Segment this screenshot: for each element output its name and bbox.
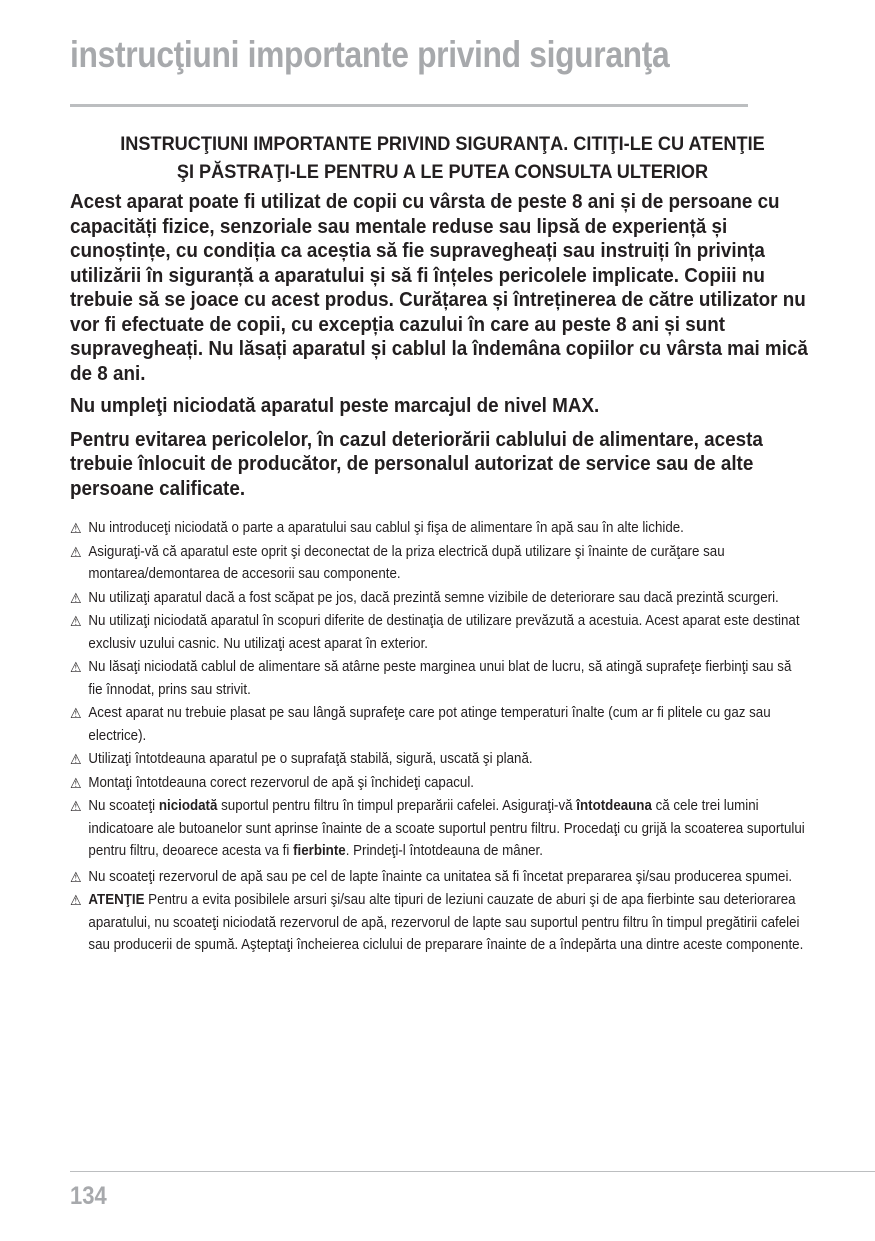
warning-triangle-icon: ⚠: [70, 892, 82, 908]
warning-triangle-icon: ⚠: [70, 705, 82, 721]
warning-triangle-icon: ⚠: [70, 613, 82, 629]
warning-item: [70, 656, 806, 701]
warning-text: Asiguraţi-vă că aparatul este oprit şi deconectat de la priza electrică după utilizare şi înainte de curăţare sau montarea/demontarea de accesorii sau componente.: [88, 543, 725, 582]
warning-item: [70, 587, 806, 610]
warning-triangle-icon: ⚠: [70, 774, 82, 791]
warning-text-part: suportul pentru filtru în timpul preparării cafelei. Asiguraţi-vă: [217, 798, 577, 814]
safety-heading: [96, 130, 789, 186]
warning-text: [88, 892, 803, 953]
warning-triangle-icon: ⚠: [70, 659, 82, 675]
page-number: 134: [70, 1182, 107, 1210]
warning-text: Nu utilizaţi niciodată aparatul în scopuri diferite de destinaţia de utilizare prevăzută a acestuia. Acest aparat este destinat exclusiv uzului casnic. Nu utilizaţi acest aparat în exterior.: [88, 613, 800, 652]
warning-text: Nu introduceţi niciodată o parte a aparatului sau cablul şi fişa de alimentare în apă sau în alte lichide.: [88, 520, 684, 536]
footer-divider: [70, 1171, 875, 1172]
warning-item: [70, 866, 806, 889]
safety-heading-line-2: ŞI PĂSTRAŢI-LE PENTRU A LE PUTEA CONSULTA ULTERIOR: [176, 161, 709, 183]
warning-label-atentie: ATENŢIE: [88, 892, 145, 908]
warning-triangle-icon: ⚠: [70, 751, 82, 767]
warning-emphasis: întotdeauna: [576, 798, 652, 814]
warning-triangle-icon: ⚠: [70, 798, 82, 814]
intro-children-paragraph: Acest aparat poate fi utilizat de copii cu vârsta de peste 8 ani și de persoane cu capacități fizice, senzoriale sau mentale reduse sau lipsă de experiență și cunoștințe, cu condiția ca aceștia să fie supravegheați sau instruiți în privința utilizării în siguranță a aparatului și să fi înțeles pericolele implicate. Copiii nu trebuie să se joace cu acest produs. Curățarea și întreținerea de către utilizator nu vor fi efectuate de copii, cu excepția cazului în care au peste 8 ani și sunt supravegheați. Nu lăsați aparatul și cablul la îndemâna copiilor cu vârsta mai mică de 8 ani.: [70, 190, 808, 385]
intro-max-level-paragraph: Nu umpleţi niciodată aparatul peste marcajul de nivel MAX.: [70, 394, 600, 417]
warning-item: [70, 610, 806, 655]
warning-item: [70, 541, 806, 586]
warning-text: Nu lăsaţi niciodată cablul de alimentare să atârne peste marginea unui blat de lucru, să atingă suprafeţe fierbinţi sau să fie înnodat, prins sau strivit.: [88, 659, 792, 698]
title-divider: [70, 104, 748, 107]
warning-text: Nu scoateţi rezervorul de apă sau pe cel de lapte înainte ca unitatea să fi încetat prepararea şi/sau producerea spumei.: [88, 868, 793, 885]
warning-emphasis: niciodată: [158, 798, 218, 814]
warning-item: [70, 772, 806, 795]
safety-heading-line-1: INSTRUCŢIUNI IMPORTANTE PRIVIND SIGURANŢA. CITIŢI-LE CU ATENŢIE: [120, 133, 765, 155]
safety-content: [70, 130, 815, 958]
warning-triangle-icon: ⚠: [70, 868, 82, 885]
page-title: instrucţiuni importante privind siguranţa: [70, 34, 670, 75]
warning-text-part: . Prindeţi-l întotdeauna de mâner.: [345, 843, 543, 859]
warning-list: [70, 517, 815, 957]
warning-item: [70, 702, 806, 747]
intro-cable-paragraph: Pentru evitarea pericolelor, în cazul deteriorării cablului de alimentare, acesta trebuie înlocuit de producător, de personalul autorizat de service sau de alte persoane calificate.: [70, 427, 763, 500]
warning-text: Utilizaţi întotdeauna aparatul pe o suprafaţă stabilă, sigură, uscată şi plană.: [88, 751, 533, 767]
warning-triangle-icon: ⚠: [70, 520, 82, 536]
warning-item: [70, 795, 806, 863]
warning-item: [70, 748, 806, 771]
warning-triangle-icon: ⚠: [70, 589, 82, 606]
warning-text: [88, 798, 804, 859]
warning-text: Montaţi întotdeauna corect rezervorul de apă şi închideţi capacul.: [88, 774, 475, 791]
warning-text: Acest aparat nu trebuie plasat pe sau lângă suprafeţe care pot atinge temperaturi înalte (cum ar fi plitele cu gaz sau electrice).: [88, 705, 771, 744]
warning-triangle-icon: ⚠: [70, 543, 82, 560]
warning-item: [70, 517, 806, 540]
warning-text-part: că cele trei lumini indicatoare ale butoanelor sunt aprinse înainte de a scoate suportul pentru filtru. Procedaţi cu grijă la scoaterea suportului pentru filtru, deoarece acesta va fi: [88, 798, 805, 859]
warning-text: Nu utilizaţi aparatul dacă a fost scăpat pe jos, dacă prezintă semne vizibile de deteriorare sau dacă prezintă scurgeri.: [88, 589, 779, 606]
warning-emphasis: fierbinte: [293, 843, 346, 859]
warning-text-part: Nu scoateţi: [88, 798, 159, 814]
warning-item: [70, 889, 806, 957]
warning-text-part: Pentru a evita posibilele arsuri şi/sau alte tipuri de leziuni cauzate de aburi şi de apa fierbinte sau deteriorarea aparatului, nu scoateţi niciodată rezervorul de apă, rezervorul de lapte sau suportul pentru filtru în timpul pregătirii cafelei sau producerii de spumă. Aşteptaţi încheierea ciclului de preparare înainte de a îndepărta una dintre aceste componente.: [88, 892, 804, 953]
